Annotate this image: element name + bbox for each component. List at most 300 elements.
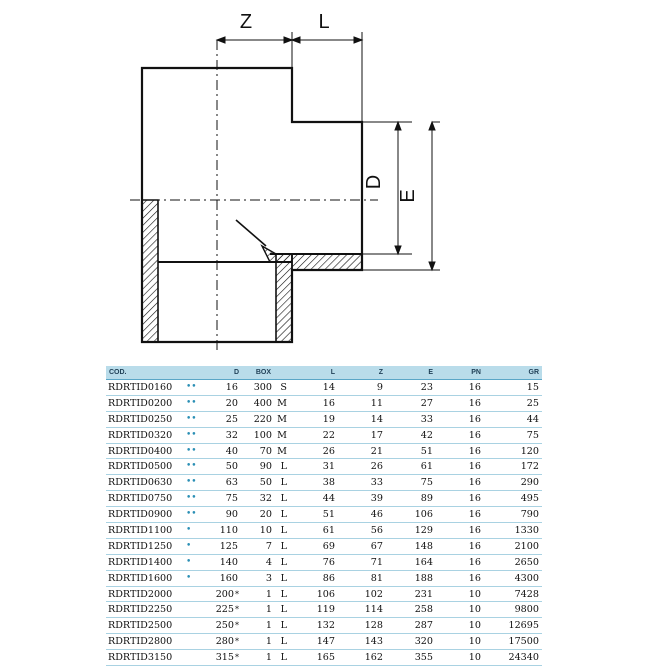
weight-value-text: 17500 [508, 636, 539, 648]
diameter-value-text: 40 [225, 445, 238, 457]
box-size-text: M [277, 429, 287, 441]
product-code-text: RDRTID0750 [108, 493, 173, 505]
table-row [106, 475, 542, 491]
e-value-text: 23 [420, 381, 433, 393]
box-quantity [242, 618, 274, 634]
box-size-text: L [280, 556, 287, 568]
z-value [338, 570, 386, 586]
diameter-note-mark: * [235, 589, 239, 599]
z-value-text: 56 [370, 524, 383, 536]
product-code [106, 650, 186, 666]
weight-value-text: 12695 [508, 620, 539, 632]
availability-dots [186, 538, 210, 554]
box-quantity-text: 300 [253, 381, 272, 393]
header-blank [186, 366, 210, 380]
box-size-text: L [280, 620, 287, 632]
pressure-rating [436, 634, 484, 650]
diameter-value-text: 32 [225, 429, 238, 441]
diameter-value [210, 427, 242, 443]
e-value-text: 320 [414, 636, 433, 648]
box-size [274, 443, 290, 459]
diameter-value-text: 20 [225, 397, 238, 409]
product-code-text: RDRTID1400 [108, 556, 173, 568]
diameter-value [210, 634, 242, 650]
product-code-text: RDRTID1600 [108, 572, 173, 584]
diameter-value-text: 160 [219, 572, 238, 584]
availability-dots [186, 618, 210, 634]
box-quantity-text: 70 [259, 445, 272, 457]
pressure-rating [436, 395, 484, 411]
weight-value-text: 120 [520, 445, 539, 457]
box-size [274, 491, 290, 507]
availability-dots-text: •• [186, 445, 197, 456]
z-value-text: 71 [370, 556, 383, 568]
z-value-text: 162 [364, 652, 383, 664]
weight-value [484, 380, 542, 396]
z-value [338, 380, 386, 396]
e-value [386, 491, 436, 507]
weight-value [484, 570, 542, 586]
length-value [290, 634, 338, 650]
e-value-text: 164 [414, 556, 433, 568]
pressure-rating-text: 10 [468, 604, 481, 616]
availability-dots [186, 523, 210, 539]
pressure-rating-text: 16 [468, 493, 481, 505]
weight-value [484, 523, 542, 539]
diameter-value [210, 507, 242, 523]
box-size [274, 427, 290, 443]
header-pn: PN [436, 366, 484, 380]
availability-dots [186, 491, 210, 507]
z-value-text: 102 [364, 588, 383, 600]
availability-dots-text: •• [186, 397, 197, 408]
pressure-rating [436, 523, 484, 539]
box-size [274, 459, 290, 475]
e-value [386, 411, 436, 427]
length-value [290, 427, 338, 443]
diameter-value-text: 75 [225, 493, 238, 505]
diameter-value [210, 395, 242, 411]
diameter-value-text: 140 [219, 556, 238, 568]
z-value [338, 411, 386, 427]
z-value [338, 523, 386, 539]
availability-dots-text: • [186, 524, 192, 535]
box-size [274, 538, 290, 554]
e-value-text: 61 [420, 461, 433, 473]
header-z: Z [338, 366, 386, 380]
product-code-text: RDRTID2500 [108, 620, 173, 632]
z-value-text: 14 [370, 413, 383, 425]
length-value [290, 602, 338, 618]
pressure-rating [436, 586, 484, 602]
pressure-rating [436, 491, 484, 507]
length-value-text: 31 [322, 461, 335, 473]
length-value-text: 106 [316, 588, 335, 600]
availability-dots [186, 411, 210, 427]
weight-value-text: 75 [526, 429, 539, 441]
box-quantity-text: 1 [265, 604, 272, 616]
table-row [106, 507, 542, 523]
product-code [106, 380, 186, 396]
diameter-value [210, 475, 242, 491]
length-value [290, 507, 338, 523]
e-value-text: 231 [414, 588, 433, 600]
box-size [274, 395, 290, 411]
product-code [106, 538, 186, 554]
weight-value [484, 634, 542, 650]
availability-dots-text: • [186, 556, 192, 567]
dimension-label-l: L [318, 11, 330, 33]
box-quantity [242, 507, 274, 523]
box-size [274, 634, 290, 650]
product-code [106, 491, 186, 507]
diameter-value [210, 618, 242, 634]
e-value [386, 618, 436, 634]
diameter-value-text: 110 [219, 524, 238, 536]
diameter-value-text: 50 [225, 461, 238, 473]
pressure-rating [436, 650, 484, 666]
length-value [290, 380, 338, 396]
e-value [386, 427, 436, 443]
weight-value-text: 7428 [514, 588, 539, 600]
weight-value [484, 395, 542, 411]
box-size-text: L [280, 493, 287, 505]
e-value [386, 443, 436, 459]
length-value-text: 44 [322, 493, 335, 505]
box-size-text: L [280, 477, 287, 489]
availability-dots [186, 443, 210, 459]
box-size-text: M [277, 413, 287, 425]
box-size-text: L [280, 524, 287, 536]
box-quantity-text: 4 [265, 556, 272, 568]
availability-dots-text: •• [186, 493, 197, 504]
box-quantity [242, 650, 274, 666]
z-value-text: 39 [370, 493, 383, 505]
table-row [106, 650, 542, 666]
e-value [386, 380, 436, 396]
weight-value-text: 4300 [514, 572, 539, 584]
product-code-text: RDRTID2250 [108, 604, 173, 616]
product-code [106, 507, 186, 523]
product-code [106, 395, 186, 411]
box-size-text: L [280, 572, 287, 584]
weight-value [484, 586, 542, 602]
weight-value-text: 1330 [514, 524, 539, 536]
length-value-text: 165 [316, 652, 335, 664]
availability-dots [186, 650, 210, 666]
box-quantity-text: 1 [265, 652, 272, 664]
e-value [386, 395, 436, 411]
weight-value [484, 475, 542, 491]
box-size [274, 618, 290, 634]
z-value-text: 46 [370, 509, 383, 521]
product-code [106, 570, 186, 586]
availability-dots [186, 395, 210, 411]
box-quantity [242, 443, 274, 459]
weight-value [484, 411, 542, 427]
pressure-rating-text: 10 [468, 588, 481, 600]
z-value-text: 81 [370, 572, 383, 584]
box-quantity [242, 411, 274, 427]
e-value-text: 42 [420, 429, 433, 441]
box-quantity [242, 475, 274, 491]
length-value-text: 14 [322, 381, 335, 393]
product-code-text: RDRTID0900 [108, 509, 173, 521]
z-value [338, 602, 386, 618]
pressure-rating-text: 16 [468, 461, 481, 473]
weight-value-text: 44 [526, 413, 539, 425]
z-value-text: 11 [370, 397, 383, 409]
pressure-rating [436, 443, 484, 459]
pressure-rating [436, 459, 484, 475]
table-row [106, 538, 542, 554]
availability-dots-text: •• [186, 429, 197, 440]
availability-dots [186, 634, 210, 650]
box-quantity [242, 602, 274, 618]
length-value-text: 76 [322, 556, 335, 568]
z-value [338, 459, 386, 475]
pressure-rating-text: 16 [468, 572, 481, 584]
box-size-text: M [277, 397, 287, 409]
diameter-value [210, 554, 242, 570]
availability-dots [186, 602, 210, 618]
weight-value-text: 24340 [508, 652, 539, 664]
dimension-label-e: E [397, 189, 419, 203]
table-row [106, 634, 542, 650]
product-code-text: RDRTID0400 [108, 445, 173, 457]
z-value [338, 618, 386, 634]
e-value [386, 475, 436, 491]
pressure-rating [436, 554, 484, 570]
product-code-text: RDRTID0200 [108, 397, 173, 409]
diameter-value [210, 491, 242, 507]
z-value [338, 507, 386, 523]
e-value-text: 258 [414, 604, 433, 616]
header-cod: COD. [106, 366, 186, 380]
z-value [338, 634, 386, 650]
table-row [106, 395, 542, 411]
length-value [290, 459, 338, 475]
length-value-text: 86 [322, 572, 335, 584]
box-size [274, 650, 290, 666]
z-value-text: 9 [376, 381, 383, 393]
length-value-text: 51 [322, 509, 335, 521]
z-value [338, 395, 386, 411]
z-value-text: 26 [370, 461, 383, 473]
hatched-cone [262, 246, 292, 262]
box-size [274, 380, 290, 396]
diameter-value-text: 63 [225, 477, 238, 489]
box-quantity [242, 395, 274, 411]
box-quantity-text: 100 [253, 429, 272, 441]
table-header-row [106, 366, 542, 380]
e-value-text: 33 [420, 413, 433, 425]
e-value [386, 634, 436, 650]
diameter-value [210, 538, 242, 554]
availability-dots-text: •• [186, 509, 197, 520]
box-size-text: L [280, 652, 287, 664]
availability-dots [186, 427, 210, 443]
diameter-value-text: 280 [215, 636, 234, 648]
pressure-rating-text: 10 [468, 620, 481, 632]
z-value [338, 427, 386, 443]
box-quantity [242, 634, 274, 650]
table-row [106, 586, 542, 602]
header-blank [274, 366, 290, 380]
length-value-text: 22 [322, 429, 335, 441]
weight-value [484, 443, 542, 459]
diameter-value [210, 523, 242, 539]
box-quantity [242, 427, 274, 443]
product-code [106, 475, 186, 491]
e-value-text: 287 [414, 620, 433, 632]
box-quantity-text: 50 [259, 477, 272, 489]
box-quantity [242, 554, 274, 570]
availability-dots-text: •• [186, 381, 197, 392]
length-value [290, 570, 338, 586]
product-code-text: RDRTID0320 [108, 429, 173, 441]
weight-value-text: 25 [526, 397, 539, 409]
weight-value-text: 15 [526, 381, 539, 393]
length-value-text: 119 [316, 604, 335, 616]
header-gr: GR [484, 366, 542, 380]
availability-dots [186, 459, 210, 475]
product-code [106, 427, 186, 443]
weight-value-text: 9800 [514, 604, 539, 616]
weight-value-text: 2100 [514, 540, 539, 552]
e-value [386, 538, 436, 554]
box-size [274, 507, 290, 523]
product-code-text: RDRTID3150 [108, 652, 173, 664]
pressure-rating [436, 602, 484, 618]
pressure-rating-text: 10 [468, 652, 481, 664]
header-e: E [386, 366, 436, 380]
hatched-wall-left [142, 200, 158, 342]
e-value [386, 602, 436, 618]
pressure-rating-text: 16 [468, 540, 481, 552]
length-value [290, 475, 338, 491]
e-value [386, 650, 436, 666]
weight-value-text: 790 [520, 509, 539, 521]
z-value-text: 67 [370, 540, 383, 552]
product-code-text: RDRTID1250 [108, 540, 173, 552]
box-size [274, 475, 290, 491]
e-value-text: 89 [420, 493, 433, 505]
box-size-text: L [280, 636, 287, 648]
box-quantity-text: 1 [265, 636, 272, 648]
pressure-rating [436, 507, 484, 523]
product-code [106, 523, 186, 539]
length-value-text: 16 [322, 397, 335, 409]
product-code [106, 554, 186, 570]
box-quantity [242, 491, 274, 507]
z-value [338, 475, 386, 491]
diameter-note-mark: * [235, 605, 239, 615]
diameter-value [210, 411, 242, 427]
table-row [106, 459, 542, 475]
product-code-text: RDRTID2000 [108, 588, 173, 600]
z-value-text: 17 [370, 429, 383, 441]
length-value [290, 538, 338, 554]
length-value [290, 411, 338, 427]
diameter-value-text: 315 [215, 652, 234, 664]
length-value-text: 69 [322, 540, 335, 552]
box-size [274, 586, 290, 602]
weight-value-text: 495 [520, 493, 539, 505]
box-quantity [242, 380, 274, 396]
length-value-text: 26 [322, 445, 335, 457]
pressure-rating [436, 570, 484, 586]
diameter-value-text: 25 [225, 413, 238, 425]
table-row [106, 602, 542, 618]
diameter-value-text: 200 [215, 588, 234, 600]
table-row [106, 427, 542, 443]
e-value-text: 188 [414, 572, 433, 584]
table-row [106, 380, 542, 396]
pressure-rating-text: 16 [468, 445, 481, 457]
z-value [338, 538, 386, 554]
box-size-text: L [280, 604, 287, 616]
weight-value [484, 459, 542, 475]
length-value [290, 395, 338, 411]
box-quantity [242, 523, 274, 539]
box-size-text: L [280, 588, 287, 600]
weight-value [484, 602, 542, 618]
product-code [106, 618, 186, 634]
z-value [338, 586, 386, 602]
e-value-text: 355 [414, 652, 433, 664]
table-row [106, 570, 542, 586]
box-quantity [242, 586, 274, 602]
diameter-value-text: 90 [225, 509, 238, 521]
length-value-text: 61 [322, 524, 335, 536]
e-value [386, 507, 436, 523]
z-value [338, 443, 386, 459]
diameter-value [210, 380, 242, 396]
length-value [290, 586, 338, 602]
box-size-text: S [280, 381, 287, 393]
diameter-value [210, 459, 242, 475]
box-size-text: L [280, 540, 287, 552]
table-row [106, 411, 542, 427]
product-code [106, 411, 186, 427]
e-value [386, 586, 436, 602]
hatched-wall-right [276, 254, 292, 342]
length-value [290, 523, 338, 539]
box-size-text: M [277, 445, 287, 457]
diameter-value-text: 125 [219, 540, 238, 552]
dimension-label-z: Z [239, 11, 253, 33]
box-size [274, 411, 290, 427]
box-quantity-text: 3 [265, 572, 272, 584]
z-value-text: 143 [364, 636, 383, 648]
product-code-text: RDRTID0160 [108, 381, 173, 393]
box-quantity-text: 10 [259, 524, 272, 536]
z-value-text: 128 [364, 620, 383, 632]
length-value [290, 554, 338, 570]
availability-dots-text: •• [186, 461, 197, 472]
length-value [290, 491, 338, 507]
availability-dots [186, 475, 210, 491]
box-size-text: L [280, 509, 287, 521]
e-value-text: 51 [420, 445, 433, 457]
pressure-rating-text: 16 [468, 429, 481, 441]
length-value [290, 443, 338, 459]
e-value-text: 75 [420, 477, 433, 489]
pressure-rating-text: 10 [468, 636, 481, 648]
e-value-text: 129 [414, 524, 433, 536]
tee-outline [142, 68, 362, 342]
